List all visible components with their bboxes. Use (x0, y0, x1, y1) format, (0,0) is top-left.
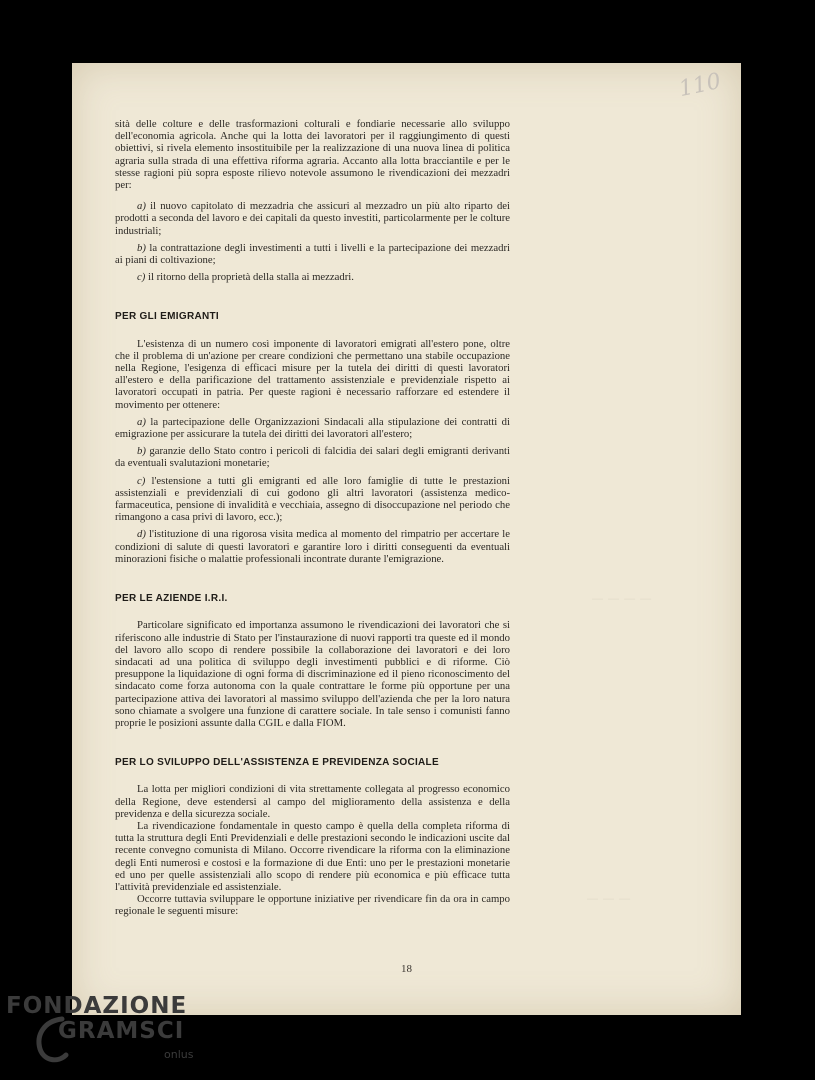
page-body (115, 118, 510, 918)
logo-text-fondazione: FONDAZIONE (6, 993, 188, 1019)
section-heading-iri: PER LE AZIENDE I.R.I. (115, 593, 228, 605)
paragraph: Particolare significato ed importanza assumono le rivendicazioni dei lavoratori che si riferiscono alle industrie di Stato per l'instaurazione di nuovi rapporti tra queste ed il mondo del lavoro allo scopo di rendere possibile la collaborazione dei lavoratori e dei loro sindacati ad una politica di sviluppo degli investimenti pubblici e di riforme. Ciò presuppone la liquidazione di ogni forma di discriminazione ed il pieno riconoscimento del sindacato come forza autonoma con la quale contrattare le forme più opportune per una partecipazione attiva dei lavoratori al massimo sviluppo dell'azienda che per la loro natura sono chiamate a svolgere una funzione di carattere sociale. In tale senso i comunisti fanno proprie le posizioni assunte dalla CGIL e dalla FIOM. (115, 619, 510, 729)
list-item: c) il ritorno della proprietà della stalla ai mezzadri. (137, 271, 354, 284)
paragraph: L'esistenza di un numero così imponente di lavoratori emigrati all'estero pone, oltre che il problema di un'azione per creare condizioni che permettano una stabile occupazione nella Regione, l'esigenza di efficaci misure per la tutela dei diritti di questi lavoratori all'estero e della parificazione del trattamento assistenziale e previdenziale rispetto ai lavoratori occupati in patria. Per queste ragioni è necessario rafforzare ed estendere il movimento per ottenere: (115, 337, 510, 411)
paragraph: sità delle colture e delle trasformazioni colturali e fondiarie necessarie allo sviluppo dell'economia agricola. Anche qui la lotta dei lavoratori per il raggiungimento di questi obiettivi, si rivela elemento insostituibile per la realizzazione di una nuova linea di politica agraria sulla strada di una effettiva riforma agraria. Accanto alla lotta bracciantile e per le stesse ragioni più sopra esposte rilievo notevole assumono le rivendicazioni dei mezzadri per: (115, 118, 510, 192)
list-item: a) il nuovo capitolato di mezzadria che assicuri al mezzadro un più alto riparto dei prodotti a seconda del lavoro e dei capitali da questo investiti, particolarmente per le colture industriali; (115, 200, 510, 237)
bleed-through-text: — — — (587, 893, 632, 905)
document-page (72, 63, 741, 1015)
list-item: b) garanzie dello Stato contro i pericoli di falcidia dei salari degli emigranti derivanti da eventuali svalutazioni monetarie; (115, 445, 510, 470)
list-item: d) l'istituzione di una rigorosa visita medica al momento del rimpatrio per accertare le condizioni di salute di questi lavoratori e garantire loro i diritti conseguenti da eventuali minorazioni fisiche o malattie professionali incontrate durante l'emigrazione. (115, 528, 510, 565)
logo-text-gramsci: GRAMSCI (58, 1018, 185, 1044)
archive-number-mark: 110 (676, 68, 724, 103)
list-item: b) la contrattazione degli investimenti a tutti i livelli e la partecipazione dei mezzadri ai piani di coltivazione; (115, 241, 510, 267)
fondazione-gramsci-logo (6, 993, 206, 1073)
page-number: 18 (401, 963, 412, 975)
bleed-through-text: — — — — (592, 593, 653, 605)
paragraph: Occorre tuttavia sviluppare le opportune iniziative per rivendicare fin da ora in campo regionale le seguenti misure: (115, 893, 510, 918)
list-item: c) l'estensione a tutti gli emigranti ed alle loro famiglie di tutte le prestazioni assistenziali e previdenziali di cui godono gli altri lavoratori (assistenza medico-farmaceutica, pensione di invalidità e vecchiaia, assegno di disoccupazione nel periodo che rimangono a casa privi di lavoro, ecc.); (115, 474, 510, 524)
paragraph: La lotta per migliori condizioni di vita strettamente collegata al progresso economico della Regione, deve estendersi al campo del miglioramento della assistenza e della previdenza e della sicurezza sociale. (115, 783, 510, 820)
logo-text-onlus: onlus (164, 1048, 194, 1061)
paragraph: La rivendicazione fondamentale in questo campo è quella della completa riforma di tutta la struttura degli Enti Previdenziali e delle prestazioni secondo le indicazioni uscite dal recente convegno comunista di Milano. Occorre rivendicare la riforma con la eliminazione degli Enti numerosi e costosi e la formazione di due Enti: uno per le prestazioni monetarie ed uno per quelle assistenziali allo scopo di rendere più economica e più efficace tutta l'attività previdenziale ed assistenziale. (115, 819, 510, 893)
list-item: a) la partecipazione delle Organizzazioni Sindacali alla stipulazione dei contratti di emigrazione per assicurare la tutela dei diritti dei lavoratori all'estero; (115, 415, 510, 441)
section-heading-emigranti: PER GLI EMIGRANTI (115, 311, 219, 323)
section-heading-assistenza: PER LO SVILUPPO DELL'ASSISTENZA E PREVIDENZA SOCIALE (115, 757, 439, 769)
